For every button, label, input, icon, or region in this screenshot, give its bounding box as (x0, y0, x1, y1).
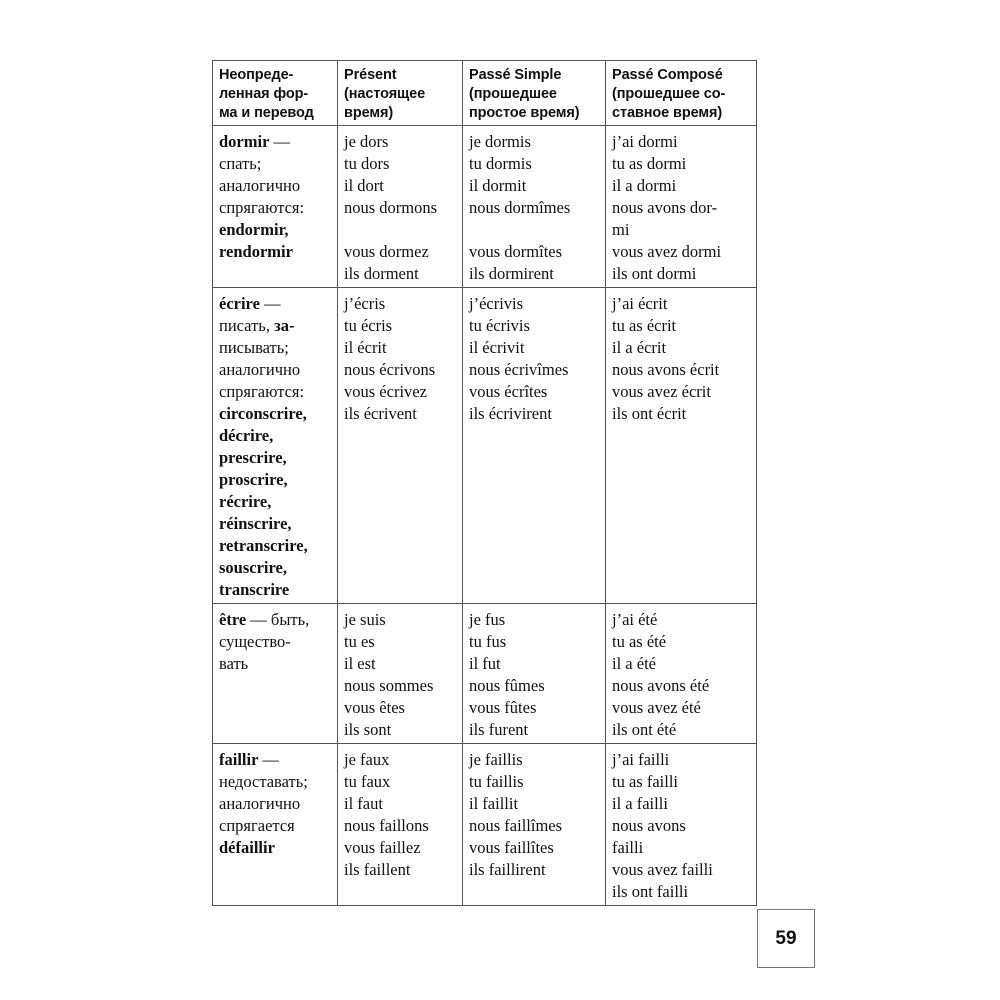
infinitive-line (219, 403, 332, 425)
conjugation-form: failli (612, 838, 644, 857)
conjugation-form: vous faillez (344, 838, 421, 857)
conjugation-form: tu as dormi (612, 154, 687, 173)
infinitive-line (219, 815, 332, 837)
header-infinitive (213, 61, 338, 126)
passe-simple-cell (463, 744, 606, 906)
infinitive-text: être (219, 610, 247, 629)
conjugation-form (469, 219, 600, 241)
conjugation-form: vous êtes (344, 698, 405, 717)
conjugation-form: il fut (469, 654, 501, 673)
conjugation-form: il dort (344, 176, 384, 195)
conjugation-form: ils faillent (344, 860, 411, 879)
infinitive-text: décrire, (219, 426, 274, 445)
infinitive-line (219, 315, 332, 337)
conjugation-form: tu faillis (469, 772, 524, 791)
header-line: ма и перевод (219, 105, 314, 121)
infinitive-line (219, 337, 332, 359)
infinitive-line (219, 535, 332, 557)
conjugation-form: tu as été (612, 632, 667, 651)
conjugation-form: j’ai failli (612, 750, 670, 769)
infinitive-line (219, 175, 332, 197)
conjugation-form: vous avez dormi (612, 242, 722, 261)
infinitive-text: récrire, (219, 492, 272, 511)
infinitive-line (219, 579, 332, 601)
conjugation-form: vous avez failli (612, 860, 713, 879)
conjugation-form: il a été (612, 654, 656, 673)
passe-simple-cell (463, 604, 606, 744)
conjugation-form: il est (344, 654, 376, 673)
conjugation-form: nous avons (612, 816, 686, 835)
passe-compose-cell (606, 604, 757, 744)
header-present (338, 61, 463, 126)
conjugation-table (212, 60, 757, 906)
present-cell (338, 604, 463, 744)
conjugation-form: tu dormis (469, 154, 532, 173)
conjugation-form: ils ont écrit (612, 404, 687, 423)
infinitive-text: faillir (219, 750, 259, 769)
header-passe-simple (463, 61, 606, 126)
conjugation-form: vous avez été (612, 698, 701, 717)
conjugation-form: ils ont été (612, 720, 677, 739)
infinitive-text: réinscrire, (219, 514, 292, 533)
infinitive-cell (213, 288, 338, 604)
table-row (213, 604, 757, 744)
present-cell (338, 744, 463, 906)
present-cell (338, 288, 463, 604)
header-line: Passé Composé (612, 67, 723, 83)
conjugation-form: il écrit (344, 338, 387, 357)
infinitive-line (219, 293, 332, 315)
conjugation-form: nous avons dor- (612, 198, 718, 217)
conjugation-form: ils ont dormi (612, 264, 697, 283)
infinitive-text: écrire (219, 294, 260, 313)
infinitive-text: вать (219, 654, 249, 673)
conjugation-form: nous avons été (612, 676, 710, 695)
conjugation-form: ils faillirent (469, 860, 546, 879)
infinitive-line (219, 771, 332, 793)
conjugation-form: ils sont (344, 720, 392, 739)
conjugation-form: il faillit (469, 794, 519, 813)
conjugation-form: je dormis (469, 132, 531, 151)
conjugation-form (344, 219, 457, 241)
infinitive-tail: — (258, 750, 280, 769)
page-number-box (757, 909, 815, 968)
infinitive-line (219, 557, 332, 579)
infinitive-text: transcrire (219, 580, 290, 599)
infinitive-line (219, 793, 332, 815)
conjugation-form: tu es (344, 632, 375, 651)
infinitive-line (219, 197, 332, 219)
conjugation-form: nous écrivons (344, 360, 436, 379)
infinitive-text: спрягается (219, 816, 295, 835)
infinitive-line (219, 359, 332, 381)
header-line: (прошедшее (469, 86, 557, 102)
header-line: простое время) (469, 105, 580, 121)
present-cell (338, 126, 463, 288)
conjugation-form: nous dormons (344, 198, 438, 217)
infinitive-text: prescrire, (219, 448, 287, 467)
conjugation-form: il faut (344, 794, 383, 813)
conjugation-form: ils écrivent (344, 404, 417, 423)
infinitive-tail: — (259, 294, 281, 313)
page-number: 59 (775, 927, 797, 949)
infinitive-text: недоставать; (219, 772, 308, 791)
infinitive-text: писывать; (219, 338, 289, 357)
conjugation-form: vous avez écrit (612, 382, 711, 401)
infinitive-line (219, 447, 332, 469)
infinitive-text: souscrire, (219, 558, 287, 577)
conjugation-form: il a écrit (612, 338, 667, 357)
infinitive-tail: за- (269, 316, 295, 335)
conjugation-form: ils dormirent (469, 264, 554, 283)
infinitive-line (219, 513, 332, 535)
conjugation-form: nous sommes (344, 676, 434, 695)
conjugation-form: je suis (344, 610, 386, 629)
header-line: (прошедшее со- (612, 86, 726, 102)
infinitive-line (219, 469, 332, 491)
conjugation-form: tu écris (344, 316, 393, 335)
infinitive-text: retranscrire, (219, 536, 308, 555)
header-line: Неопреде- (219, 67, 294, 83)
conjugation-form: il dormit (469, 176, 527, 195)
infinitive-cell (213, 604, 338, 744)
header-line: время) (344, 105, 394, 121)
header-passe-compose (606, 61, 757, 126)
conjugation-form: je fus (469, 610, 506, 629)
infinitive-line (219, 241, 332, 263)
conjugation-form: je dors (344, 132, 389, 151)
infinitive-line (219, 381, 332, 403)
infinitive-text: аналогично (219, 794, 301, 813)
conjugation-form: mi (612, 220, 630, 239)
conjugation-form: tu faux (344, 772, 391, 791)
infinitive-text: аналогично (219, 176, 301, 195)
conjugation-form: nous dormîmes (469, 198, 571, 217)
passe-compose-cell (606, 288, 757, 604)
conjugation-form: nous faillons (344, 816, 429, 835)
passe-simple-cell (463, 126, 606, 288)
conjugation-form: j’ai écrit (612, 294, 668, 313)
conjugation-form: tu écrivis (469, 316, 530, 335)
conjugation-form: tu dors (344, 154, 390, 173)
conjugation-form: nous fûmes (469, 676, 545, 695)
table-row (213, 126, 757, 288)
conjugation-form: vous dormîtes (469, 242, 563, 261)
conjugation-form: nous écrivîmes (469, 360, 569, 379)
infinitive-text: dormir (219, 132, 270, 151)
infinitive-text: endormir, (219, 220, 289, 239)
conjugation-form: vous faillîtes (469, 838, 554, 857)
conjugation-form: ils furent (469, 720, 529, 739)
infinitive-line (219, 749, 332, 771)
infinitive-text: существо- (219, 632, 291, 651)
infinitive-text: писать, (219, 316, 270, 335)
conjugation-form: il a failli (612, 794, 668, 813)
header-line: Présent (344, 67, 397, 83)
infinitive-line (219, 153, 332, 175)
conjugation-form: j’ai été (612, 610, 658, 629)
infinitive-text: rendormir (219, 242, 293, 261)
conjugation-form: nous faillîmes (469, 816, 563, 835)
passe-compose-cell (606, 126, 757, 288)
header-line: Passé Simple (469, 67, 562, 83)
conjugation-form: vous fûtes (469, 698, 537, 717)
infinitive-line (219, 491, 332, 513)
passe-compose-cell (606, 744, 757, 906)
infinitive-line (219, 837, 332, 859)
infinitive-line (219, 609, 332, 631)
conjugation-form: j’écris (344, 294, 386, 313)
infinitive-tail: — быть, (246, 610, 310, 629)
infinitive-text: défaillir (219, 838, 275, 857)
conjugation-form: je faillis (469, 750, 523, 769)
conjugation-form: je faux (344, 750, 390, 769)
conjugation-form: tu as failli (612, 772, 678, 791)
infinitive-line (219, 631, 332, 653)
passe-simple-cell (463, 288, 606, 604)
infinitive-line (219, 425, 332, 447)
header-line: ленная фор- (219, 86, 309, 102)
conjugation-form: tu as écrit (612, 316, 677, 335)
conjugation-form: nous avons écrit (612, 360, 720, 379)
conjugation-form: vous écrivez (344, 382, 427, 401)
infinitive-text: proscrire, (219, 470, 288, 489)
conjugation-form: ils ont failli (612, 882, 689, 901)
conjugation-form: j’ai dormi (612, 132, 678, 151)
infinitive-cell (213, 126, 338, 288)
infinitive-line (219, 653, 332, 675)
conjugation-form: il écrivit (469, 338, 525, 357)
header-line: ставное время) (612, 105, 723, 121)
infinitive-text: circonscrire, (219, 404, 307, 423)
infinitive-tail: — (269, 132, 291, 151)
infinitive-text: аналогично (219, 360, 301, 379)
conjugation-form: j’écrivis (469, 294, 524, 313)
infinitive-text: спрягаются: (219, 198, 305, 217)
conjugation-form: il a dormi (612, 176, 677, 195)
infinitive-text: спать; (219, 154, 262, 173)
header-line: (настоящее (344, 86, 426, 102)
table-row (213, 744, 757, 906)
conjugation-form: ils dorment (344, 264, 419, 283)
infinitive-text: спрягаются: (219, 382, 305, 401)
infinitive-line (219, 131, 332, 153)
conjugation-form: vous dormez (344, 242, 429, 261)
conjugation-form: vous écrîtes (469, 382, 548, 401)
table-header-row (213, 61, 757, 126)
infinitive-cell (213, 744, 338, 906)
conjugation-form: ils écrivirent (469, 404, 552, 423)
table-row (213, 288, 757, 604)
infinitive-line (219, 219, 332, 241)
conjugation-form: tu fus (469, 632, 507, 651)
